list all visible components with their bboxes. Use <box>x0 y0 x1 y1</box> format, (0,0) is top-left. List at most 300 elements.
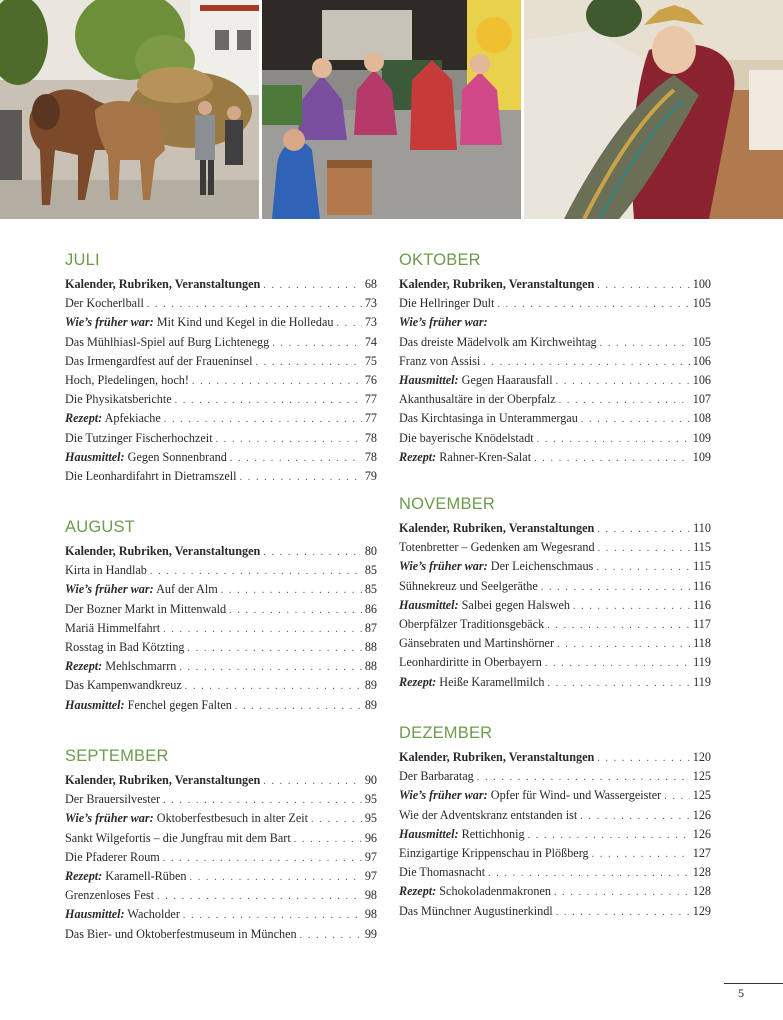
dot-leader <box>580 807 690 826</box>
month-heading: DEZEMBER <box>399 724 493 742</box>
toc-entry[interactable] <box>65 925 377 944</box>
toc-entry-text: Heiße Karamellmilch <box>436 674 545 689</box>
dot-leader <box>541 578 690 597</box>
toc-entry-page: 88 <box>364 639 377 654</box>
dot-leader <box>163 791 362 810</box>
toc-entry-text: Das dreiste Mädelvolk am Kirchweihtag <box>399 334 597 349</box>
dot-leader <box>163 849 362 868</box>
toc-entry-page: 85 <box>364 582 377 597</box>
toc-entry-text: Gegen Sonnenbrand <box>124 449 227 464</box>
toc-entry-prefix: Hausmittel: <box>65 697 125 712</box>
toc-entry-page: 88 <box>364 659 377 674</box>
month-heading: SEPTEMBER <box>65 747 169 765</box>
toc-entry-text: Die Leonhardifahrt in Dietramszell <box>65 468 237 483</box>
toc-entry-page: 106 <box>692 372 711 387</box>
toc-entry-text: Mit Kind und Kegel in die Holledau <box>153 315 334 330</box>
dot-leader <box>336 314 361 333</box>
toc-entry-title <box>399 429 534 448</box>
toc-entry-title <box>65 905 180 924</box>
toc-entry-prefix: Hausmittel: <box>65 907 125 922</box>
toc-entry-text: Kalender, Rubriken, Veranstaltungen <box>65 773 261 787</box>
toc-entry-page: 77 <box>364 411 377 426</box>
toc-entry-text: Gegen Haarausfall <box>458 372 553 387</box>
dot-leader <box>255 353 361 372</box>
toc-entry[interactable] <box>65 790 377 809</box>
toc-entry[interactable] <box>399 538 711 557</box>
toc-entry-text: Der Kocherlball <box>65 296 144 311</box>
toc-entry[interactable] <box>399 577 711 596</box>
toc-entry[interactable] <box>399 844 711 863</box>
dot-leader <box>163 620 362 639</box>
dot-leader <box>664 787 689 806</box>
toc-entry-text: Salbei gegen Halsweh <box>458 597 570 612</box>
toc-entry[interactable] <box>399 863 711 882</box>
toc-entry-text: Das Irmengardfest auf der Fraueninsel <box>65 353 253 368</box>
toc-entry-title <box>399 882 551 901</box>
toc-entry-page: 107 <box>692 392 711 407</box>
dot-leader <box>537 430 690 449</box>
toc-entry[interactable] <box>65 542 377 561</box>
toc-entry-page: 118 <box>693 636 711 651</box>
toc-entry-page: 127 <box>692 845 711 860</box>
toc-entry-text: Die Hellringer Dult <box>399 296 495 311</box>
dot-leader <box>573 597 690 616</box>
toc-entry[interactable] <box>65 809 377 828</box>
dot-leader <box>147 295 362 314</box>
toc-entry-title <box>399 448 531 467</box>
toc-entry[interactable] <box>399 596 711 615</box>
toc-entry-text: Rahner-Kren-Salat <box>436 449 532 464</box>
dot-leader <box>534 449 690 468</box>
toc-entry-page: 105 <box>692 296 711 311</box>
toc-entry-page: 108 <box>692 411 711 426</box>
toc-entry-title <box>65 561 147 580</box>
toc-entry-text: Die bayerische Knödelstadt <box>399 430 534 445</box>
dot-leader <box>229 601 362 620</box>
toc-entry-title <box>399 352 480 371</box>
toc-entry-page: 125 <box>692 788 711 803</box>
toc-entry[interactable] <box>65 696 377 715</box>
toc-entry-text: Kalender, Rubriken, Veranstaltungen <box>65 544 261 558</box>
toc-entry-title <box>65 542 260 561</box>
toc-entry-text: Sankt Wilgefortis – die Jungfrau mit dem Bart <box>65 830 291 845</box>
dot-leader <box>497 295 689 314</box>
toc-entry-page: 97 <box>364 849 377 864</box>
toc-entry[interactable] <box>399 673 711 692</box>
toc-entry-page: 79 <box>364 468 377 483</box>
dot-leader <box>545 654 690 673</box>
toc-section-dezember <box>399 724 711 921</box>
toc-entry-title <box>399 844 589 863</box>
dot-leader <box>597 520 690 539</box>
toc-entry-title <box>65 390 172 409</box>
toc-entry-page: 95 <box>364 792 377 807</box>
toc-entry-title <box>65 657 176 676</box>
toc-entry-text: Wacholder <box>124 907 180 922</box>
month-heading: AUGUST <box>65 518 135 536</box>
toc-entry-title <box>65 429 213 448</box>
toc-entry-page: 116 <box>693 597 711 612</box>
dot-leader <box>192 372 362 391</box>
toc-entry-text: Rettichhonig <box>458 826 525 841</box>
toc-entry-prefix: Rezept: <box>65 868 103 883</box>
toc-entry-text: Kirta in Handlab <box>65 563 147 578</box>
toc-entry-prefix: Hausmittel: <box>399 372 459 387</box>
toc-entry-prefix: Rezept: <box>399 884 437 899</box>
toc-entry-title <box>399 825 525 844</box>
toc-entry-text: Karamell-Rüben <box>102 868 187 883</box>
toc-entry-page: 98 <box>364 888 377 903</box>
toc-entry-prefix: Wie’s früher war: <box>65 811 154 826</box>
toc-entry-prefix: Wie’s früher war: <box>399 315 488 330</box>
toc-entry-text: Mehlschmarrn <box>102 659 177 674</box>
month-heading: OKTOBER <box>399 251 481 269</box>
toc-entry-page: 89 <box>364 697 377 712</box>
toc-entry-title <box>399 653 542 672</box>
toc-entry-text: Kalender, Rubriken, Veranstaltungen <box>399 277 595 291</box>
toc-entry-text: Schokoladenmakronen <box>436 884 551 899</box>
dot-leader <box>263 543 362 562</box>
toc-entry-page: 68 <box>364 277 377 291</box>
toc-entry[interactable] <box>65 771 377 790</box>
toc-entry-page: 128 <box>692 865 711 880</box>
toc-entry-text: Oberpfälzer Traditionsgebäck <box>399 616 545 631</box>
toc-entry-text: Die Physikatsberichte <box>65 392 172 407</box>
toc-entry-title <box>65 313 333 332</box>
month-heading: NOVEMBER <box>399 495 496 513</box>
dot-leader <box>557 635 690 654</box>
toc-entry-page: 85 <box>364 563 377 578</box>
toc-entry-prefix: Rezept: <box>399 449 437 464</box>
page-number: 5 <box>738 986 744 1000</box>
toc-entry-title <box>399 294 494 313</box>
toc-entry-text: Der Brauersilvester <box>65 792 161 807</box>
toc-entry-page: 115 <box>693 540 711 555</box>
toc-entry-title <box>399 596 570 615</box>
toc-entry[interactable] <box>65 905 377 924</box>
toc-entry[interactable] <box>65 275 377 294</box>
toc-entry-text: Das Kampenwandkreuz <box>65 678 182 693</box>
toc-entry[interactable] <box>65 448 377 467</box>
toc-entry-page: 100 <box>692 277 711 291</box>
toc-entry-title <box>399 390 556 409</box>
toc-entry-page: 77 <box>364 392 377 407</box>
toc-entry-title <box>65 294 144 313</box>
toc-entry-title <box>65 580 218 599</box>
toc-entry-prefix: Rezept: <box>399 674 437 689</box>
toc-entry-page: 125 <box>692 769 711 784</box>
toc-entry-text: Grenzenloses Fest <box>65 888 155 903</box>
dot-leader <box>272 334 362 353</box>
toc-entry-page: 89 <box>364 678 377 693</box>
toc-entry-title <box>65 886 154 905</box>
toc-entry-title <box>399 767 474 786</box>
toc-entry[interactable] <box>65 333 377 352</box>
toc-entry-page: 119 <box>693 655 711 670</box>
toc-entry-title <box>399 634 554 653</box>
dot-leader <box>188 639 362 658</box>
toc-entry[interactable] <box>65 580 377 599</box>
toc-entry-prefix: Wie’s früher war: <box>65 315 154 330</box>
footer-rule <box>724 983 783 984</box>
toc-entry-page: 87 <box>364 620 377 635</box>
toc-entry[interactable] <box>65 619 377 638</box>
toc-entry-title <box>65 829 291 848</box>
toc-entry[interactable] <box>399 557 711 576</box>
dot-leader <box>311 810 362 829</box>
dot-leader <box>216 430 362 449</box>
toc-entry[interactable] <box>399 615 711 634</box>
toc-entry-text: Die Thomasnacht <box>399 865 486 880</box>
toc-entry-page: 128 <box>692 884 711 899</box>
toc-section-august <box>65 518 377 715</box>
toc-entry-text: Mariä Himmelfahrt <box>65 620 161 635</box>
toc-entry-title <box>399 313 488 332</box>
toc-entry-title <box>65 333 269 352</box>
toc-entry-page: 78 <box>364 449 377 464</box>
toc-entry-page: 98 <box>364 907 377 922</box>
dot-leader <box>547 616 690 635</box>
toc-entry[interactable] <box>65 867 377 886</box>
toc-entry-page: 78 <box>364 430 377 445</box>
toc-entry-text: Die Tutzinger Fischerhochzeit <box>65 430 213 445</box>
toc-entry[interactable] <box>65 829 377 848</box>
toc-entry-title <box>65 371 189 390</box>
toc-entry-page: 126 <box>692 826 711 841</box>
toc-entry[interactable] <box>65 409 377 428</box>
toc-entry-title <box>65 790 160 809</box>
toc-entry-text: Auf der Alm <box>153 582 218 597</box>
toc-entry-prefix: Hausmittel: <box>399 826 459 841</box>
toc-entry-title <box>65 600 226 619</box>
toc-entry-page: 86 <box>364 601 377 616</box>
toc-entry-text: Totenbretter – Gedenken am Wegesrand <box>399 540 595 555</box>
horse-cart-photo <box>0 0 259 219</box>
toc-entry-text: Fenchel gegen Falten <box>124 697 232 712</box>
toc-entry-title <box>65 848 160 867</box>
toc-entry-page: 115 <box>693 559 711 574</box>
toc-entry-text: Der Bozner Markt in Mittenwald <box>65 601 227 616</box>
toc-entry-prefix: Hausmittel: <box>65 449 125 464</box>
toc-entry-title <box>65 352 252 371</box>
dot-leader <box>556 903 690 922</box>
toc-entry[interactable] <box>65 352 377 371</box>
dot-leader <box>190 868 362 887</box>
toc-entry-prefix: Wie’s früher war: <box>65 582 154 597</box>
toc-entry-page: 120 <box>692 750 711 764</box>
dot-leader <box>294 830 362 849</box>
dot-leader <box>528 826 690 845</box>
toc-entry[interactable] <box>399 634 711 653</box>
toc-entry-title <box>65 696 232 715</box>
toc-section-november <box>399 495 711 692</box>
toc-entry-text: Das Mühlhiasl-Spiel auf Burg Lichtenegg <box>65 334 270 349</box>
toc-entry-page: 99 <box>364 926 377 941</box>
toc-entry-page: 116 <box>693 578 711 593</box>
augustinerkindl-photo <box>524 0 783 219</box>
toc-entry-text: Opfer für Wind- und Wassergeister <box>487 788 662 803</box>
toc-entry-text: Einzigartige Krippenschau in Plößberg <box>399 845 589 860</box>
toc-section-oktober <box>399 251 711 467</box>
toc-entry-title <box>399 577 538 596</box>
toc-entry-text: Kalender, Rubriken, Veranstaltungen <box>399 521 595 535</box>
dot-leader <box>157 887 362 906</box>
toc-entry[interactable] <box>399 902 711 921</box>
dot-leader <box>477 768 690 787</box>
toc-entry-text: Franz von Assisi <box>399 353 481 368</box>
toc-entry-text: Das Bier- und Oktoberfestmuseum in München <box>65 926 297 941</box>
toc-entry-title <box>399 748 594 767</box>
toc-entry-prefix: Rezept: <box>65 659 103 674</box>
dot-leader <box>598 539 691 558</box>
toc-entry[interactable] <box>399 786 711 805</box>
toc-entry-title <box>65 809 308 828</box>
toc-entry[interactable] <box>399 429 711 448</box>
dot-leader <box>263 276 362 295</box>
dot-leader <box>235 697 362 716</box>
dot-leader <box>556 372 690 391</box>
toc-entry-page: 73 <box>364 315 377 330</box>
toc-entry[interactable] <box>399 767 711 786</box>
toc-entry[interactable] <box>399 748 711 767</box>
toc-entry[interactable] <box>65 886 377 905</box>
dot-leader <box>483 353 689 372</box>
toc-entry[interactable] <box>65 638 377 657</box>
toc-entry-text: Apfekiache <box>102 411 161 426</box>
toc-entry-title <box>399 409 578 428</box>
toc-entry[interactable] <box>399 352 711 371</box>
toc-entry[interactable] <box>399 825 711 844</box>
dot-leader <box>263 772 362 791</box>
toc-entry[interactable] <box>65 848 377 867</box>
dot-leader <box>581 410 690 429</box>
dot-leader <box>164 410 362 429</box>
toc-entry[interactable] <box>65 657 377 676</box>
dot-leader <box>175 391 362 410</box>
toc-entry-title <box>399 902 553 921</box>
toc-entry-page: 109 <box>692 449 711 464</box>
toc-entry[interactable] <box>399 294 711 313</box>
toc-entry-page: 110 <box>693 521 711 535</box>
dot-leader <box>600 334 690 353</box>
dot-leader <box>597 749 689 768</box>
toc-entry[interactable] <box>399 448 711 467</box>
toc-entry-title <box>65 467 237 486</box>
toc-entry[interactable] <box>65 429 377 448</box>
toc-entry-text: Rosstag in Bad Kötzting <box>65 639 185 654</box>
toc-entry-page: 76 <box>364 372 377 387</box>
toc-entry-text: Wie der Adventskranz entstanden ist <box>399 807 578 822</box>
toc-entry-title <box>65 619 160 638</box>
toc-entry-page: 73 <box>364 296 377 311</box>
toc-entry[interactable] <box>65 313 377 332</box>
toc-entry-title <box>399 371 553 390</box>
toc-entry-text: Kalender, Rubriken, Veranstaltungen <box>399 750 595 764</box>
dot-leader <box>150 562 362 581</box>
toc-entry[interactable] <box>65 600 377 619</box>
toc-entry[interactable] <box>399 519 711 538</box>
toc-entry-prefix: Wie’s früher war: <box>399 788 488 803</box>
toc-section-september <box>65 747 377 944</box>
toc-entry[interactable] <box>65 676 377 695</box>
toc-entry[interactable] <box>399 275 711 294</box>
toc-entry[interactable] <box>65 294 377 313</box>
toc-entry-text: Hoch, Pledelingen, hoch! <box>65 372 189 387</box>
toc-entry-title <box>65 771 260 790</box>
dot-leader <box>240 468 362 487</box>
toc-entry-page: 74 <box>364 334 377 349</box>
toc-entry-title <box>399 538 595 557</box>
toc-entry-title <box>399 863 485 882</box>
dot-leader <box>300 926 362 945</box>
dot-leader <box>548 674 691 693</box>
dot-leader <box>230 449 362 468</box>
toc-entry[interactable] <box>65 561 377 580</box>
toc-entry[interactable] <box>399 313 711 332</box>
toc-entry-text: Das Kirchtasinga in Unterammergau <box>399 411 578 426</box>
toc-section-juli <box>65 251 377 486</box>
toc-entry[interactable] <box>399 371 711 390</box>
toc-entry[interactable] <box>399 882 711 901</box>
toc-entry-text: Die Pfaderer Roum <box>65 849 160 864</box>
dot-leader <box>596 558 690 577</box>
toc-entry-title <box>399 673 545 692</box>
toc-entry-text: Gänsebraten und Martinshörner <box>399 636 555 651</box>
toc-entry-page: 96 <box>364 830 377 845</box>
toc-entry[interactable] <box>65 390 377 409</box>
toc-entry-text: Sühnekreuz und Seelgeräthe <box>399 578 538 593</box>
toc-entry-text: Leonhardiritte in Oberbayern <box>399 655 542 670</box>
toc-entry-title <box>65 867 187 886</box>
toc-entry-page: 75 <box>364 353 377 368</box>
toc-entry[interactable] <box>399 653 711 672</box>
toc-entry-title <box>399 615 544 634</box>
toc-entry-page: 126 <box>692 807 711 822</box>
toc-entry[interactable] <box>399 409 711 428</box>
toc-entry-page: 129 <box>692 903 711 918</box>
dot-leader <box>185 677 362 696</box>
toc-entry-title <box>399 806 577 825</box>
dot-leader <box>488 864 690 883</box>
toc-entry-title <box>399 557 593 576</box>
toc-entry-title <box>65 925 297 944</box>
toc-entry-text: Der Leichenschmaus <box>487 559 594 574</box>
toc-entry-prefix: Hausmittel: <box>399 597 459 612</box>
toc-entry-title <box>65 448 227 467</box>
toc-entry-page: 95 <box>364 811 377 826</box>
toc-entry-page: 97 <box>364 868 377 883</box>
header-photos <box>0 0 783 220</box>
toc-entry-title <box>65 275 260 294</box>
toc-entry-page: 80 <box>364 544 377 558</box>
toc-entry[interactable] <box>399 390 711 409</box>
toc-entry-page: 90 <box>364 773 377 787</box>
toc-entry-page: 106 <box>692 353 711 368</box>
dot-leader <box>597 276 689 295</box>
dot-leader <box>183 906 362 925</box>
toc-entry-title <box>65 676 182 695</box>
toc-entry-text: Oktoberfestbesuch in alter Zeit <box>153 811 309 826</box>
toc-entry[interactable] <box>65 371 377 390</box>
toc-entry-page: 119 <box>693 674 711 689</box>
toc-entry-text: Akanthusaltäre in der Oberpfalz <box>399 392 556 407</box>
toc-entry-page: 109 <box>692 430 711 445</box>
toc-entry-prefix: Wie’s früher war: <box>399 559 488 574</box>
toc-entry[interactable] <box>65 467 377 486</box>
toc-entry[interactable] <box>399 333 711 352</box>
toc-entry-title <box>65 409 161 428</box>
toc-entry[interactable] <box>399 806 711 825</box>
